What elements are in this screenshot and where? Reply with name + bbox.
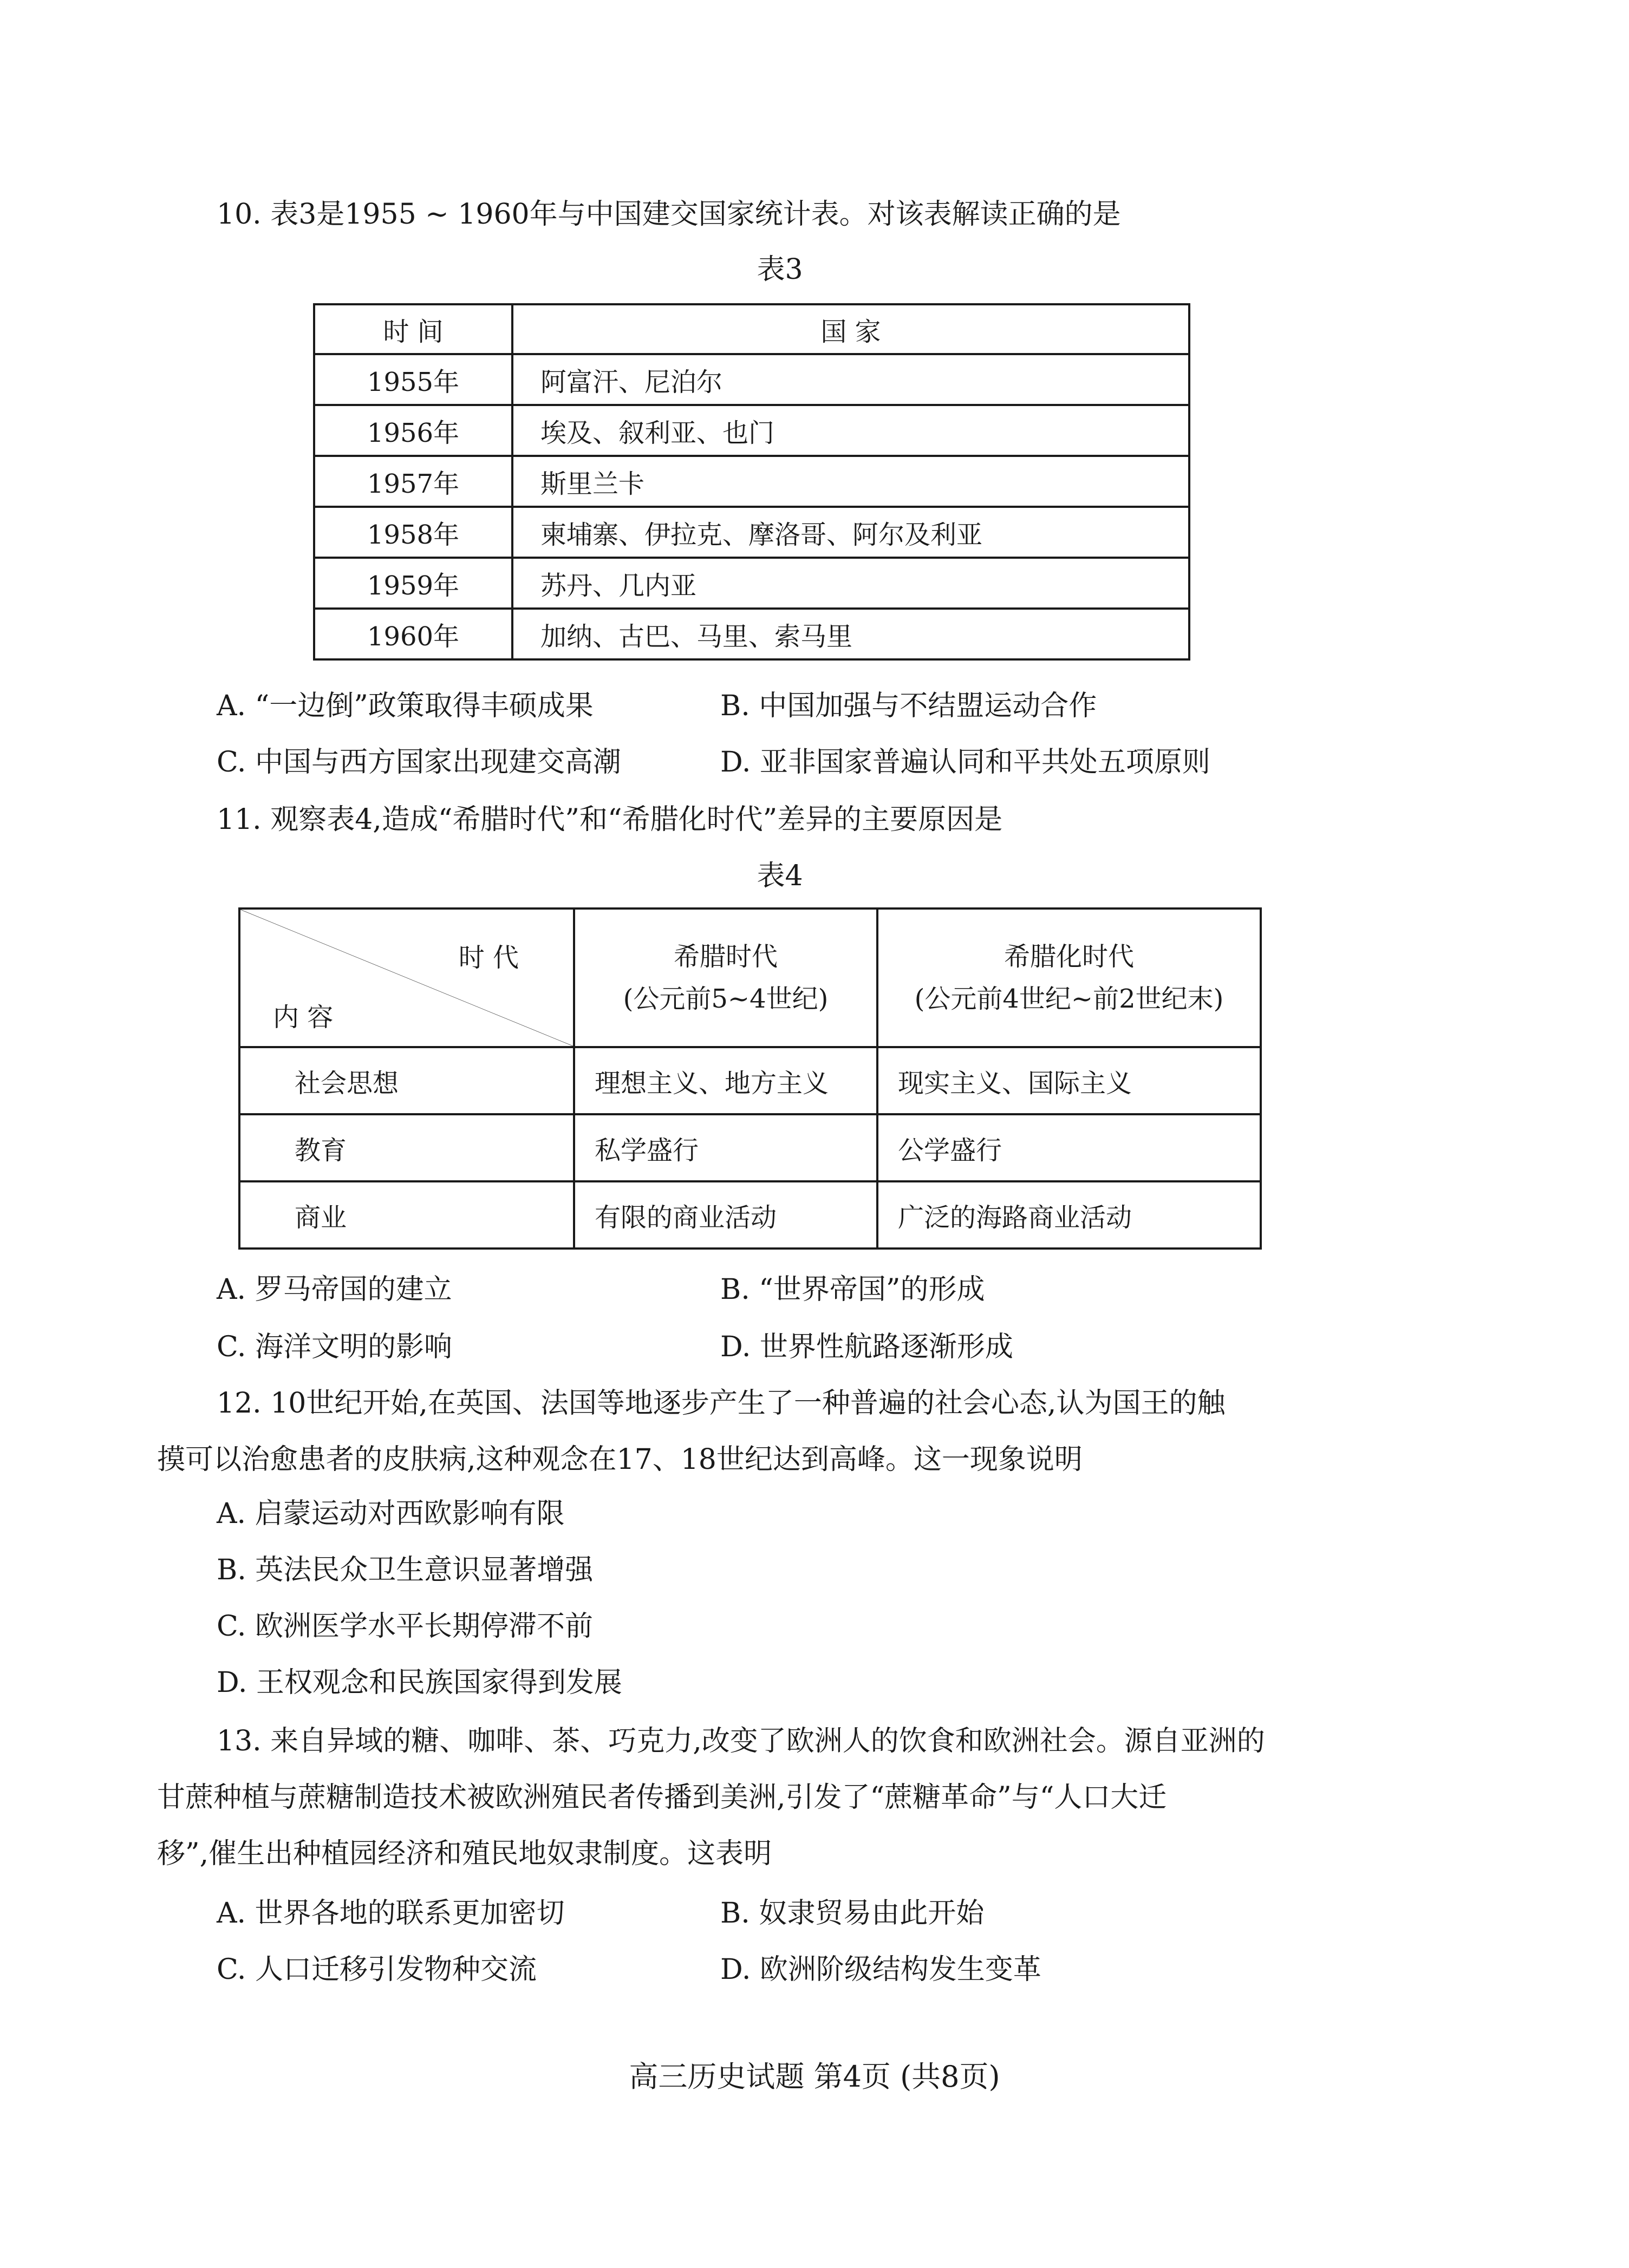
table-row	[314, 558, 1189, 609]
q13-option-c: C. 人口迁移引发物种交流	[217, 1953, 537, 1986]
table-row	[314, 507, 1189, 558]
table4-row-label: 商业	[239, 1181, 574, 1249]
table4-cell: 有限的商业活动	[574, 1181, 877, 1249]
q10-stem: 10. 表3是1955 ~ 1960年与中国建交国家统计表。对该表解读正确的是	[217, 198, 1121, 231]
q13-option-b: B. 奴隶贸易由此开始	[720, 1897, 985, 1930]
table-row	[314, 354, 1189, 405]
table4-corner-top: 时 代	[458, 943, 519, 973]
table-row	[314, 609, 1189, 659]
table3-header-row	[314, 304, 1189, 354]
table4-header-greek-title: 希腊时代	[673, 942, 778, 972]
table4-header-hellenistic-title: 希腊化时代	[1004, 942, 1134, 972]
table3-countries: 斯里兰卡	[512, 456, 1189, 507]
q13-option-a: A. 世界各地的联系更加密切	[217, 1897, 565, 1930]
table4	[238, 907, 1262, 1250]
table4-cell: 私学盛行	[574, 1114, 877, 1181]
table4-header-greek-period: (公元前5~4世纪)	[623, 984, 829, 1014]
table3-year: 1957年	[314, 456, 512, 507]
table4-header-row	[239, 908, 1261, 1047]
table4-row-label: 教育	[239, 1114, 574, 1181]
table4-corner-bottom: 内 容	[273, 1002, 334, 1032]
q13-stem-line: 甘蔗种植与蔗糖制造技术被欧洲殖民者传播到美洲,引发了“蔗糖革命”与“人口大迁	[157, 1781, 1167, 1814]
q10-option-b: B. 中国加强与不结盟运动合作	[720, 690, 1097, 722]
table3	[313, 303, 1190, 661]
table3-year: 1960年	[314, 609, 512, 659]
q10-option-a: A. “一边倒”政策取得丰硕成果	[217, 690, 594, 722]
table3-countries: 加纳、古巴、马里、索马里	[512, 609, 1189, 659]
table3-countries: 阿富汗、尼泊尔	[512, 354, 1189, 405]
table-row	[314, 405, 1189, 456]
q12-option-c: C. 欧洲医学水平长期停滞不前	[217, 1610, 593, 1643]
q12-option-b: B. 英法民众卫生意识显著增强	[217, 1554, 594, 1586]
table3-countries: 柬埔寨、伊拉克、摩洛哥、阿尔及利亚	[512, 507, 1189, 558]
table-row	[239, 1181, 1261, 1249]
table-row	[239, 1114, 1261, 1181]
q11-stem: 11. 观察表4,造成“希腊时代”和“希腊化时代”差异的主要原因是	[217, 803, 1003, 836]
table3-year: 1955年	[314, 354, 512, 405]
table3-countries: 埃及、叙利亚、也门	[512, 405, 1189, 456]
table3-year: 1959年	[314, 558, 512, 609]
table4-header-greek	[574, 908, 877, 1047]
q12-option-a: A. 启蒙运动对西欧影响有限	[217, 1498, 565, 1530]
q13-stem-line: 移”,催生出种植园经济和殖民地奴隶制度。这表明	[157, 1838, 772, 1870]
table4-row-label: 社会思想	[239, 1047, 574, 1114]
q13-stem-cont	[157, 1769, 1294, 1882]
q11-option-d: D. 世界性航路逐渐形成	[720, 1331, 1013, 1363]
table4-corner-cell	[239, 908, 574, 1047]
table3-header-country: 国 家	[512, 304, 1189, 354]
table4-cell: 现实主义、国际主义	[877, 1047, 1261, 1114]
q11-option-a: A. 罗马帝国的建立	[217, 1273, 452, 1306]
q11-option-c: C. 海洋文明的影响	[217, 1331, 452, 1363]
q13-stem	[157, 1713, 1294, 1769]
q12-stem-cont	[157, 1432, 1294, 1488]
table4-header-hellenistic	[877, 908, 1261, 1047]
table4-cell: 广泛的海路商业活动	[877, 1181, 1261, 1249]
q10-option-c: C. 中国与西方国家出现建交高潮	[217, 746, 621, 779]
table3-countries: 苏丹、几内亚	[512, 558, 1189, 609]
table4-cell: 理想主义、地方主义	[574, 1047, 877, 1114]
q12-stem-line: 12. 10世纪开始,在英国、法国等地逐步产生了一种普遍的社会心态,认为国王的触	[217, 1387, 1226, 1420]
table-row	[239, 1047, 1261, 1114]
page-footer: 高三历史试题 第4页 (共8页)	[629, 2060, 1000, 2094]
q12-option-d: D. 王权观念和民族国家得到发展	[217, 1666, 622, 1699]
q11-option-b: B. “世界帝国”的形成	[720, 1273, 985, 1306]
table-row	[314, 456, 1189, 507]
q12-stem	[157, 1375, 1294, 1432]
table3-caption: 表3	[757, 253, 803, 286]
q12-stem-line: 摸可以治愈患者的皮肤病,这种观念在17、18世纪达到高峰。这一现象说明	[157, 1443, 1083, 1476]
q13-option-d: D. 欧洲阶级结构发生变革	[720, 1953, 1041, 1986]
table3-year: 1956年	[314, 405, 512, 456]
q10-option-d: D. 亚非国家普遍认同和平共处五项原则	[720, 746, 1210, 779]
table4-caption: 表4	[757, 860, 803, 892]
table4-header-hellenistic-period: (公元前4世纪~前2世纪末)	[914, 984, 1224, 1014]
table3-year: 1958年	[314, 507, 512, 558]
table4-cell: 公学盛行	[877, 1114, 1261, 1181]
table3-header-time: 时 间	[314, 304, 512, 354]
q13-stem-line: 13. 来自异域的糖、咖啡、茶、巧克力,改变了欧洲人的饮食和欧洲社会。源自亚洲的	[217, 1725, 1265, 1757]
